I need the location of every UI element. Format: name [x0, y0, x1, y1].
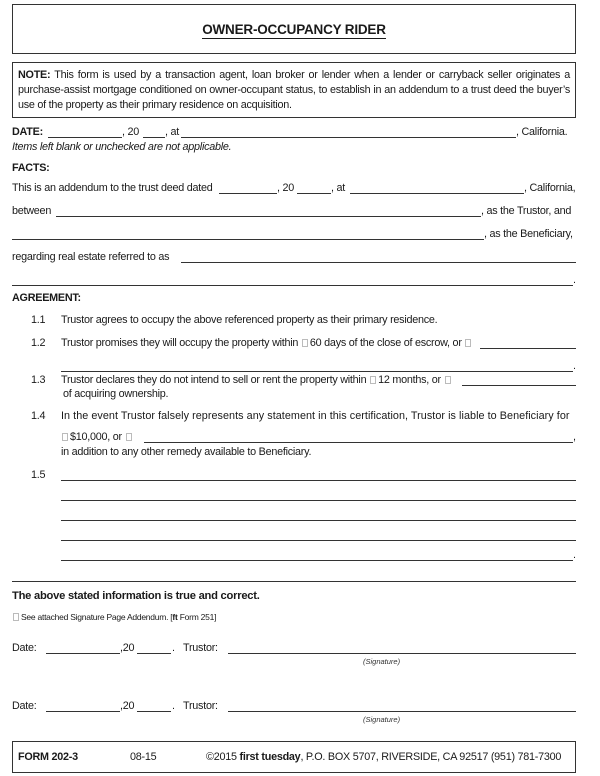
signature-addendum-row: See attached Signature Page Addendum. [ft Form 251] — [12, 612, 216, 622]
trust-deed-year-field[interactable] — [297, 193, 331, 194]
item-1-4-line3: in addition to any other remedy available to Beneficiary. — [61, 446, 312, 458]
date-state: , California. — [516, 126, 568, 138]
sig2-date-label: Date: — [12, 700, 37, 712]
sig2-year-prefix: ,20 — [120, 700, 135, 712]
page-title: OWNER-OCCUPANCY RIDER — [202, 22, 386, 37]
form-revision: 08-15 — [130, 751, 157, 763]
trust-deed-date-field[interactable] — [219, 193, 277, 194]
sig2-role-label: Trustor: — [183, 700, 218, 712]
facts-line5-suffix: . — [573, 274, 576, 286]
item-1-2-option1-label: 60 days of the close of escrow, or — [309, 337, 462, 349]
facts-line1-year: , 20 — [277, 182, 295, 194]
disclaimer-text: Items left blank or unchecked are not applicable. — [12, 141, 232, 153]
sig1-year-field[interactable] — [137, 653, 171, 654]
brand-name: first tuesday — [239, 751, 301, 763]
sig2-date-field[interactable] — [46, 711, 120, 712]
date-label: DATE: — [12, 126, 43, 138]
sig1-role-label: Trustor: — [183, 642, 218, 654]
facts-line3-suffix: , as the Beneficiary, — [484, 228, 573, 240]
trustor-name-field[interactable] — [56, 216, 481, 217]
item-1-3-number: 1.3 — [31, 374, 46, 386]
item-1-3-other-field[interactable] — [462, 385, 576, 386]
beneficiary-name-field[interactable] — [12, 239, 484, 240]
item-1-2-option2-checkbox[interactable] — [465, 339, 471, 347]
footer-copyright: ©2015 first tuesday, P.O. BOX 5707, RIVERSIDE, CA 92517 (951) 781-7300 — [206, 751, 562, 763]
item-1-2-end: . — [573, 360, 576, 372]
item-1-3-line2: of acquiring ownership. — [63, 388, 169, 400]
facts-line1-at: , at — [331, 182, 346, 194]
facts-line2-suffix: , as the Trustor, and — [481, 205, 572, 217]
date-at: , at — [165, 126, 180, 138]
sig1-date-label: Date: — [12, 642, 37, 654]
item-1-5-end: . — [573, 549, 576, 561]
item-1-2-text: Trustor promises they will occupy the property within — [61, 337, 299, 349]
item-1-4-option1-checkbox[interactable] — [62, 433, 68, 441]
date-year-field[interactable] — [143, 137, 165, 138]
note-box — [12, 62, 576, 118]
facts-heading: FACTS: — [12, 162, 50, 174]
item-1-3-option1-checkbox[interactable] — [370, 376, 376, 384]
item-1-2-number: 1.2 — [31, 337, 46, 349]
signature-addendum-checkbox[interactable] — [13, 613, 19, 621]
item-1-2-option1-checkbox[interactable] — [302, 339, 308, 347]
section-divider — [12, 581, 576, 582]
facts-line2-prefix: between — [12, 205, 52, 217]
note-label: NOTE: — [18, 69, 51, 81]
item-1-3-text: Trustor declares they do not intend to sell or rent the property within — [61, 374, 367, 386]
item-1-5-number: 1.5 — [31, 469, 46, 481]
title-box — [12, 4, 576, 54]
item-1-4-text: In the event Trustor falsely represents any statement in this certification, Trustor is liable to Beneficiary for — [61, 410, 570, 422]
item-1-3-option2-checkbox[interactable] — [445, 376, 451, 384]
footer-box — [12, 741, 576, 773]
item-1-5-field-4[interactable] — [61, 540, 576, 541]
item-1-4-end: , — [573, 431, 576, 443]
item-1-4-option2-checkbox[interactable] — [126, 433, 132, 441]
agreement-heading: AGREEMENT: — [12, 292, 81, 304]
date-year-prefix: , 20 — [122, 126, 140, 138]
item-1-1-text: Trustor agrees to occupy the above referenced property as their primary residence. — [61, 314, 438, 326]
sig1-year-prefix: ,20 — [120, 642, 135, 654]
sig2-year-field[interactable] — [137, 711, 171, 712]
sig1-date-field[interactable] — [46, 653, 120, 654]
sig1-period: . — [172, 642, 175, 654]
sig2-signature-field[interactable] — [228, 711, 576, 712]
item-1-2-row — [61, 337, 473, 349]
date-location-field[interactable] — [181, 137, 516, 138]
item-1-5-field-1[interactable] — [61, 480, 576, 481]
item-1-5-field-5[interactable] — [61, 560, 573, 561]
item-1-1-number: 1.1 — [31, 314, 46, 326]
item-1-4-other-field[interactable] — [144, 442, 573, 443]
item-1-5-field-2[interactable] — [61, 500, 576, 501]
date-field[interactable] — [48, 137, 122, 138]
note-text: This form is used by a transaction agent, loan broker or lender when a lender or carryback seller originates a purchase-assist mortgage conditioned on owner-occupant status, to establish in an addendum to a trust deed the buyer’s use of the property as their primary residence on acquisition. — [18, 69, 570, 111]
certification-statement: The above stated information is true and correct. — [12, 590, 260, 602]
item-1-3-row — [61, 374, 453, 386]
item-1-2-other-field[interactable] — [480, 348, 576, 349]
item-1-4-option1-label: $10,000, or — [70, 431, 122, 443]
item-1-4-row2 — [61, 431, 134, 443]
property-reference-field-2[interactable] — [12, 285, 573, 286]
item-1-2-other-field-2[interactable] — [61, 371, 573, 372]
form-number: FORM 202-3 — [18, 751, 78, 763]
item-1-3-option1-label: 12 months, or — [378, 374, 441, 386]
facts-line4-prefix: regarding real estate referred to as — [12, 251, 170, 263]
facts-line1-prefix: This is an addendum to the trust deed dated — [12, 182, 213, 194]
property-reference-field[interactable] — [181, 262, 576, 263]
item-1-4-number: 1.4 — [31, 410, 46, 422]
sig1-signature-field[interactable] — [228, 653, 576, 654]
item-1-5-field-3[interactable] — [61, 520, 576, 521]
trust-deed-location-field[interactable] — [350, 193, 524, 194]
sig2-period: . — [172, 700, 175, 712]
facts-line1-state: , California, — [524, 182, 576, 194]
sig1-caption: (Signature) — [363, 657, 401, 666]
sig2-caption: (Signature) — [363, 715, 401, 724]
